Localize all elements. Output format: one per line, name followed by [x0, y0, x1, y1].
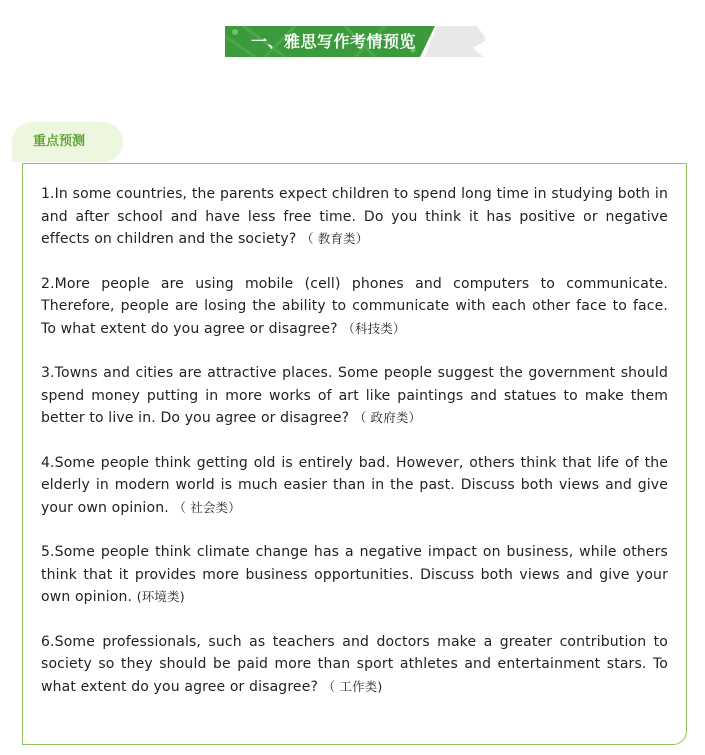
question-item — [41, 273, 668, 341]
key-prediction-tag — [12, 122, 123, 162]
question-text: 5.Some people think climate change has a negative impact on business, while others think that it provides more business opportunities. Discuss both views and give your own opinion. — [41, 544, 668, 605]
question-category: （ 社会类） — [173, 499, 241, 515]
question-text: 6.Some professionals, such as teachers and doctors make a greater contribution to society so they should be paid more than sport athletes and entertainment stars. To what extent do you agree or disagree? — [41, 633, 668, 695]
question-list — [41, 183, 668, 720]
question-category: （科技类） — [342, 320, 406, 336]
question-item — [41, 541, 668, 609]
question-category: （ 教育类） — [301, 231, 369, 246]
question-text: 2.More people are using mobile (cell) phones and computers to communicate. Therefore, people are losing the ability to communicate with each other face to face. To what extent do you agree or disagree? — [41, 275, 668, 337]
question-item — [41, 183, 668, 251]
question-item — [41, 362, 668, 430]
question-category: (环境类) — [136, 589, 185, 604]
question-text: 1.In some countries, the parents expect children to spend long time in studying both in and after school and have less free time. Do you think it has positive or negative effects on children and the society? — [41, 186, 668, 247]
question-item — [41, 452, 668, 520]
tag-label: 重点预测 — [33, 134, 86, 149]
section-banner — [225, 26, 485, 57]
question-category: （ 政府类） — [353, 410, 422, 425]
question-category: （ 工作类) — [322, 678, 383, 694]
question-text: 3.Towns and cities are attractive places. Some people suggest the government should spend money putting in more works of art like paintings and statues to make them better to live in. Do you agree or disagree? — [41, 365, 668, 426]
question-text: 4.Some people think getting old is entirely bad. However, others think that life of the elderly in modern world is much easier than in the past. Discuss both views and give your own opinion. — [41, 454, 668, 516]
question-item — [41, 631, 668, 699]
banner-title: 一、雅思写作考情预览 — [251, 32, 417, 51]
